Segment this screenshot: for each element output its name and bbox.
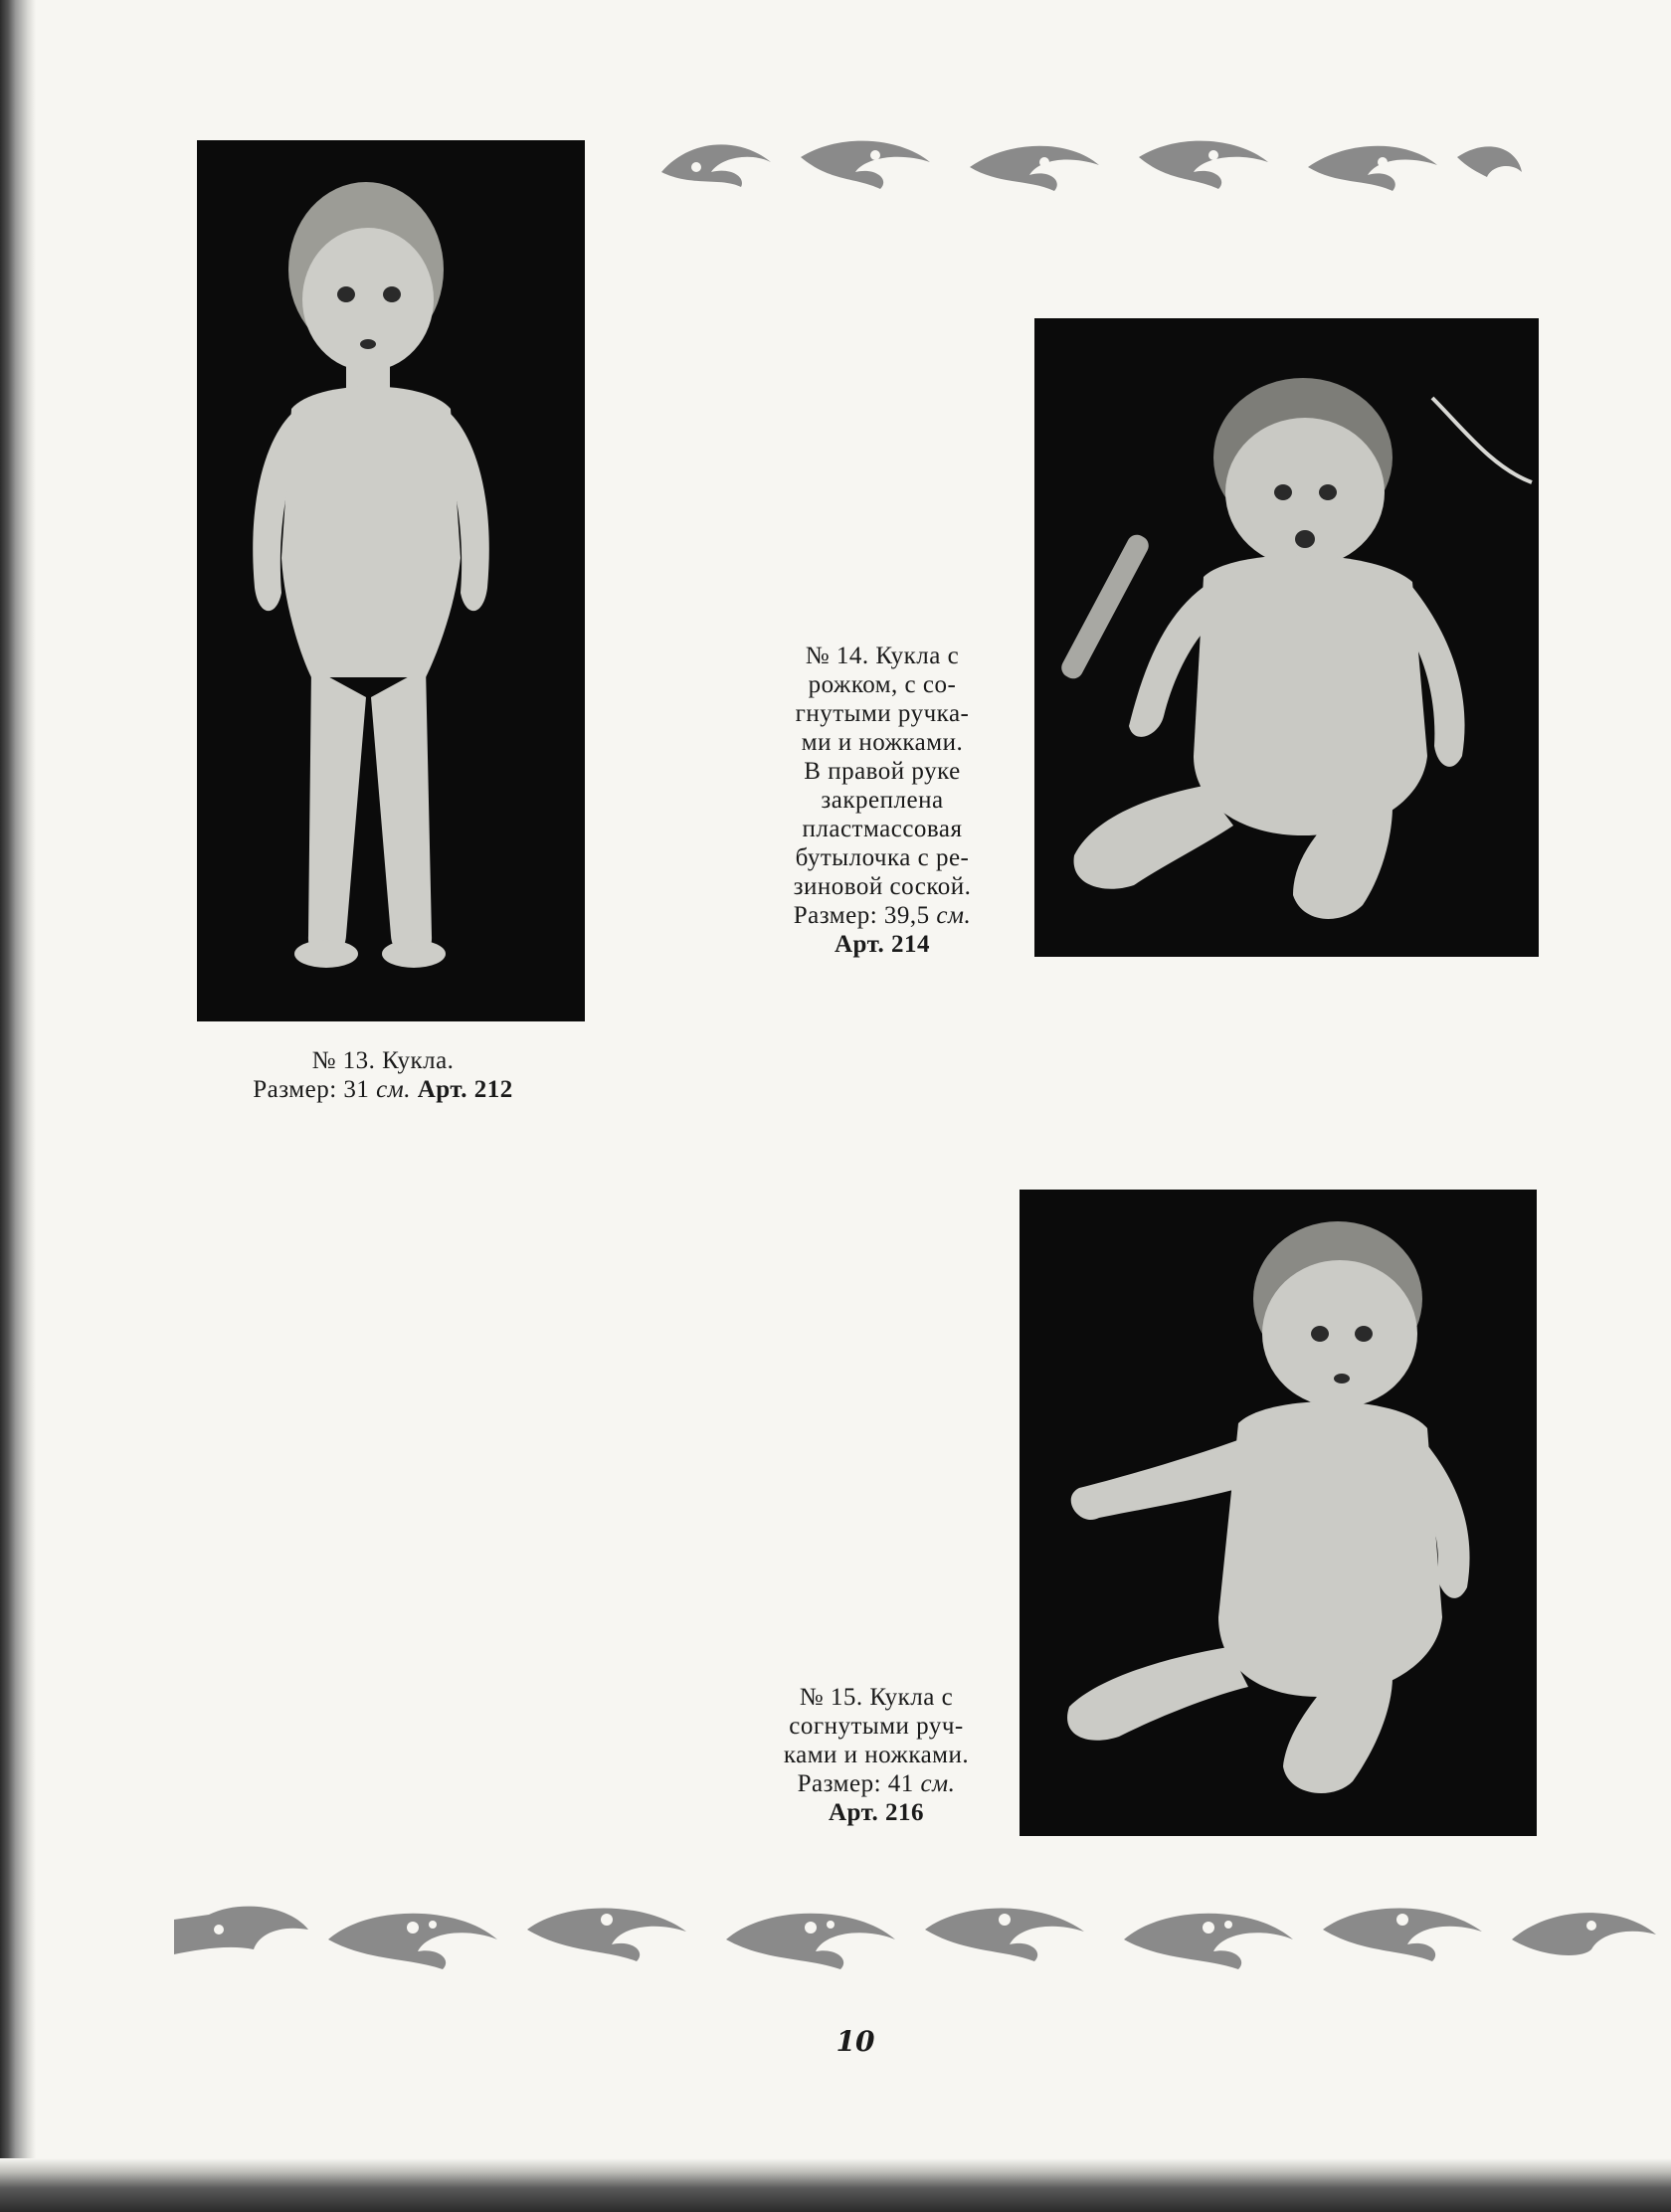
article-number: Арт. 216	[828, 1799, 925, 1826]
bottom-ornament-border	[169, 1890, 1661, 1979]
caption-line: закреплена	[821, 787, 944, 814]
caption-line: № 14. Кукла с	[805, 643, 960, 669]
caption-line: № 13. Кукла.	[311, 1047, 455, 1074]
size-unit: см.	[376, 1076, 411, 1103]
caption-line: пластмассовая	[802, 816, 963, 842]
caption-line: бутылочка с ре-	[795, 844, 970, 871]
article-number: Арт. 214	[834, 931, 931, 958]
caption-line: ками и ножками.	[783, 1742, 970, 1768]
doll-with-bottle-image	[1034, 318, 1539, 957]
size-unit: см.	[920, 1770, 956, 1797]
caption-line: гнутыми ручка-	[795, 700, 970, 727]
sitting-doll-image	[1020, 1190, 1537, 1836]
size-label: Размер: 41	[797, 1770, 914, 1797]
doll-14-caption	[778, 642, 987, 959]
page-number: 10	[836, 2025, 875, 2058]
size-label: Размер: 39,5	[793, 902, 930, 929]
standing-doll-image	[197, 140, 585, 1021]
size-unit: см.	[936, 902, 972, 929]
caption-line: № 15. Кукла с	[799, 1684, 954, 1711]
doll-13-caption	[199, 1046, 567, 1104]
size-label: Размер: 31	[253, 1076, 370, 1103]
top-ornament-border	[651, 127, 1527, 197]
doll-14-photo	[1034, 318, 1539, 957]
doll-13-photo	[197, 140, 585, 1021]
page-bottom-edge	[0, 2158, 1671, 2212]
caption-line: рожком, с со-	[808, 671, 957, 698]
doll-15-caption	[768, 1683, 985, 1827]
caption-size-line	[768, 1769, 985, 1798]
doll-15-photo	[1020, 1190, 1537, 1836]
caption-line: ми и ножками.	[801, 729, 964, 756]
caption-line: согнутыми руч-	[789, 1713, 964, 1740]
caption-line: зиновой соской.	[793, 873, 972, 900]
page-binding-edge	[0, 0, 36, 2212]
article-number: Арт. 212	[417, 1076, 513, 1103]
caption-size-line	[199, 1075, 567, 1104]
caption-line: В правой руке	[804, 758, 961, 785]
caption-size-line	[778, 901, 987, 930]
